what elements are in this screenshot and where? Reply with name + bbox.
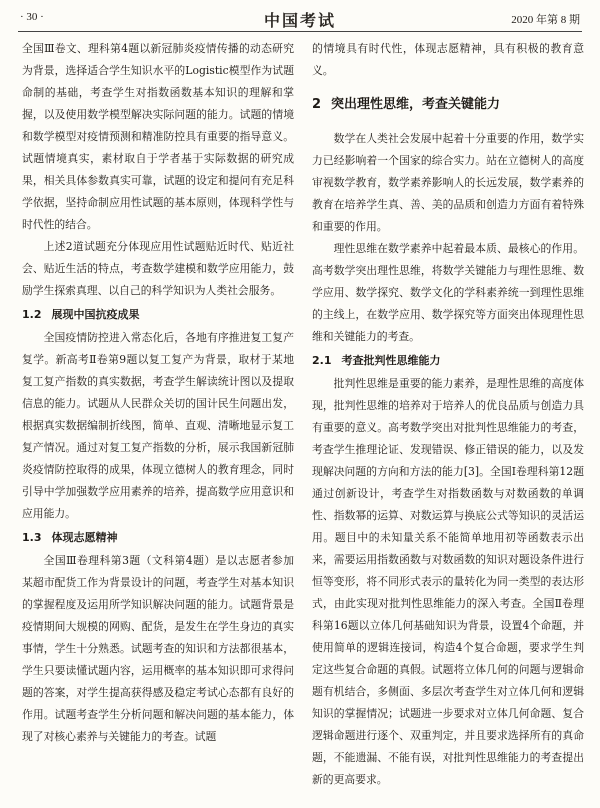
journal-logo: 中国考试 — [263, 11, 336, 30]
section-number: 2 — [312, 97, 322, 112]
paragraph: 数学在人类社会发展中起着十分重要的作用，数学实力已经影响着一个国家的综合实力。站在立德树人的高度审视数学教育，数学素养影响人的长远发展，数学素养的教育在培养学生真、善、美的品质和创造力方面有着特殊和重要的作用。 — [312, 132, 584, 233]
paragraph: 全国疫情防控进入常态化后，各地有序推进复工复产复学。新高考Ⅱ卷第9题以复工复产为背景，取材于某地复工复产指数的真实数据，考查学生解读统计图以及提取信息的能力。试题从人民群众关切的国计民生问题出发，根据真实数据编制折线图，简单、直观、清晰地显示复工复产情况。通过对复工复产指数的分析，展示我国新冠肺炎疫情防控取得的成果，体现立德树人的教育理念，同时引导中学加强数学应用素养的培养，提高数学应用意识和应用能力。 — [22, 331, 294, 520]
section-number: 1.3 — [22, 531, 42, 544]
paragraph: 上述2道试题充分体现应用性试题贴近时代、贴近社会、贴近生活的特点，考查数学建模和数学应用能力，鼓励学生探索真理、以自己的科学知识为人类社会服务。 — [22, 240, 294, 297]
section-title: 展现中国抗疫成果 — [51, 308, 140, 321]
left-column — [22, 38, 294, 748]
right-column — [312, 38, 584, 791]
section-heading-2-1 — [312, 350, 584, 372]
page-number: · 30 · — [20, 11, 44, 23]
paragraph: 理性思维在数学素养中起着最本质、最核心的作用。高考数学突出理性思维，将数学关键能力与理性思维、数学应用、数学探究、数学文化的学科素养统一到理性思维的主线上，在数学应用、数学探究等方面突出体现理性思维和关键能力的考查。 — [312, 242, 584, 343]
section-title: 体现志愿精神 — [51, 531, 118, 544]
paragraph: 批判性思维是重要的能力素养，是理性思维的高度体现，批判性思维的培养对于培养人的优良品质与创造力具有重要的意义。高考数学突出对批判性思维能力的考查，考查学生推理论证、发现错误、修正错误的能力，以及发现解决问题的方向和方法的能力[3]。全国Ⅰ卷理科第12题通过创新设计，考查学生对指数函数与对数函数的单调性、指数幂的运算、对数运算与换底公式等知识的灵活运用。题目中的未知量关系不能简单地用初等函数表示出来，需要运用指数函数与对数函数的知识对题设条件进行恒等变形，将不同形式表示的量转化为同一类型的表达形式，由此实现对批判性思维能力的深入考查。全国Ⅱ卷理科第16题以立体几何基础知识为背景，设置4个命题，并使用简单的逻辑连接词，构造4个复合命题，要求学生判定这些复合命题的真假。试题将立体几何的问题与逻辑命题有机结合，多侧面、多层次考查学生对立体几何和逻辑知识的掌握情况；试题进一步要求对立体几何命题、复合逻辑命题进行逐个、双重判定，并且要求选择所有的真命题，不能遗漏、不能有误，对批判性思维能力的考查提出新的更高要求。 — [312, 377, 584, 786]
paragraph: 的情境具有时代性，体现志愿精神，具有积极的教育意义。 — [312, 42, 584, 77]
section-heading-2 — [312, 94, 584, 116]
section-title: 突出理性思维，考查关键能力 — [331, 97, 501, 112]
section-number: 2.1 — [312, 354, 332, 367]
paragraph: 全国Ⅲ卷文、理科第4题以新冠肺炎疫情传播的动态研究为背景，选择适合学生知识水平的Logistic模型作为试题命制的基础，考查学生对指数函数基本知识的理解和掌握，以及使用数学模型解决实际问题的能力。试题的情境和数学模型对疫情预测和精准防控具有重要的指导意义。试题情境真实，素材取自于学者基于实际数据的研究成果，相关具体参数真实可靠，试题的设定和提问有充足科学依据，坚持命制应用性试题的基本原则，体现科学性与时代性的结合。 — [22, 42, 294, 231]
section-number: 1.2 — [22, 308, 42, 321]
page-header — [18, 8, 582, 28]
header-rule — [18, 31, 582, 32]
section-title: 考查批判性思维能力 — [341, 354, 441, 367]
issue-label: 2020 年第 8 期 — [511, 14, 580, 26]
section-heading-1-2 — [22, 304, 294, 326]
section-heading-1-3 — [22, 527, 294, 549]
paragraph: 全国Ⅲ卷理科第3题（文科第4题）是以志愿者参加某超市配货工作为背景设计的问题，考查学生对基本知识的掌握程度及运用所学知识解决问题的能力。试题背景是疫情期间大规模的网购、配货，是发生在学生身边的真实事情，学生十分熟悉。试题考查的知识和方法都很基本，学生只要读懂试题内容，运用概率的基本知识即可求得问题的答案，对学生提高获得感及稳定考试心态都有良好的作用。试题考查学生分析问题和解决问题的基本能力，体现了对核心素养与关键能力的考查。试题 — [22, 554, 294, 743]
